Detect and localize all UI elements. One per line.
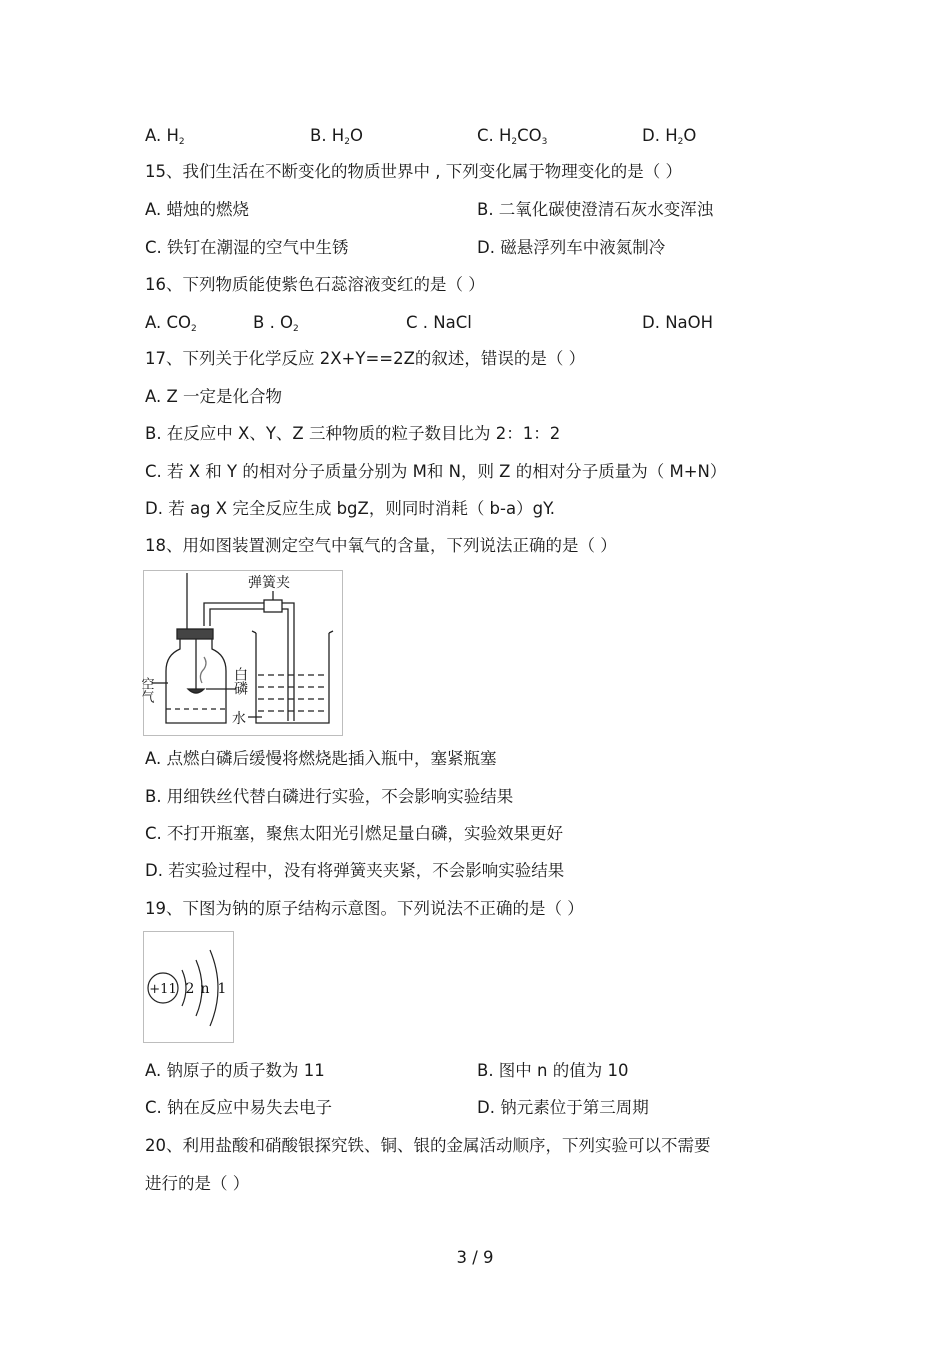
label-white-phosphorus: 白磷 <box>232 667 248 695</box>
label-air: 空气 <box>138 677 154 703</box>
label-spring-clip: 弹簧夹 <box>248 575 290 591</box>
q19-atom-structure-figure <box>143 931 234 1043</box>
q18-apparatus-figure <box>138 570 343 736</box>
q17-option-b: B. 在反应中 X、Y、Z 三种物质的粒子数目比为 2：1：2 <box>145 424 561 443</box>
q14-option-a: A. $H_2$ <box>145 126 185 147</box>
q16-option-b: B . $O_2$ <box>253 313 299 334</box>
q19-option-b: B. 图中 n 的值为 10 <box>477 1061 629 1080</box>
q15-option-c: C. 铁钉在潮湿的空气中生锈 <box>145 238 349 257</box>
shell-1-label: 2 <box>185 981 195 997</box>
q20-stem-line-1: 20、利用盐酸和硝酸银探究铁、铜、银的金属活动顺序，下列实验可以不需要 <box>145 1136 711 1155</box>
q17-option-d: D. 若 ag X 完全反应生成 bgZ，则同时消耗（ b-a）gY. <box>145 499 556 518</box>
shell-2-label: n <box>200 981 210 997</box>
q18-option-d: D. 若实验过程中，没有将弹簧夹夹紧，不会影响实验结果 <box>145 861 565 880</box>
q18-option-b: B. 用细铁丝代替白磷进行实验，不会影响实验结果 <box>145 787 514 806</box>
q19-option-c: C. 钠在反应中易失去电子 <box>145 1098 333 1117</box>
q18-stem: 18、用如图装置测定空气中氧气的含量，下列说法正确的是（ ） <box>145 536 617 555</box>
q18-option-c: C. 不打开瓶塞，聚焦太阳光引燃足量白磷，实验效果更好 <box>145 824 564 843</box>
shell-3-label: 1 <box>217 981 227 997</box>
nucleus-label: +11 <box>149 982 177 997</box>
q15-option-d: D. 磁悬浮列车中液氮制冷 <box>477 238 666 257</box>
q14-option-d: D. $H_2O$ <box>642 126 697 147</box>
q14-option-c: C. $H_2CO_3$ <box>477 126 548 147</box>
q15-option-a: A. 蜡烛的燃烧 <box>145 200 249 219</box>
q19-option-a: A. 钠原子的质子数为 11 <box>145 1061 325 1080</box>
sodium-atom-diagram <box>144 932 233 1042</box>
apparatus-diagram <box>138 571 342 735</box>
q17-option-a: A. Z 一定是化合物 <box>145 387 283 406</box>
page-number: 3 / 9 <box>456 1248 494 1267</box>
q15-option-b: B. 二氧化碳使澄清石灰水变浑浊 <box>477 200 714 219</box>
q16-option-c: C . NaCl <box>406 313 472 332</box>
q14-option-b: B. $H_2O$ <box>310 126 363 147</box>
q17-option-c: C. 若 X 和 Y 的相对分子质量分别为 M和 N，则 Z 的相对分子质量为（ M+N） <box>145 462 727 481</box>
q15-stem: 15、我们生活在不断变化的物质世界中 , 下列变化属于物理变化的是（ ） <box>145 162 682 181</box>
q20-stem-line-2: 进行的是（ ） <box>145 1174 250 1193</box>
label-water: 水 <box>232 711 246 727</box>
q19-stem: 19、下图为钠的原子结构示意图。下列说法不正确的是（ ） <box>145 899 584 918</box>
q17-stem: 17、下列关于化学反应 2X+Y==2Z的叙述，错误的是（ ） <box>145 349 586 368</box>
q16-stem: 16、下列物质能使紫色石蕊溶液变红的是（ ） <box>145 275 485 294</box>
q19-option-d: D. 钠元素位于第三周期 <box>477 1098 649 1117</box>
q18-option-a: A. 点燃白磷后缓慢将燃烧匙插入瓶中，塞紧瓶塞 <box>145 749 497 768</box>
q16-option-a: A. $CO_2$ <box>145 313 197 334</box>
q16-option-d: D. NaOH <box>642 313 714 332</box>
